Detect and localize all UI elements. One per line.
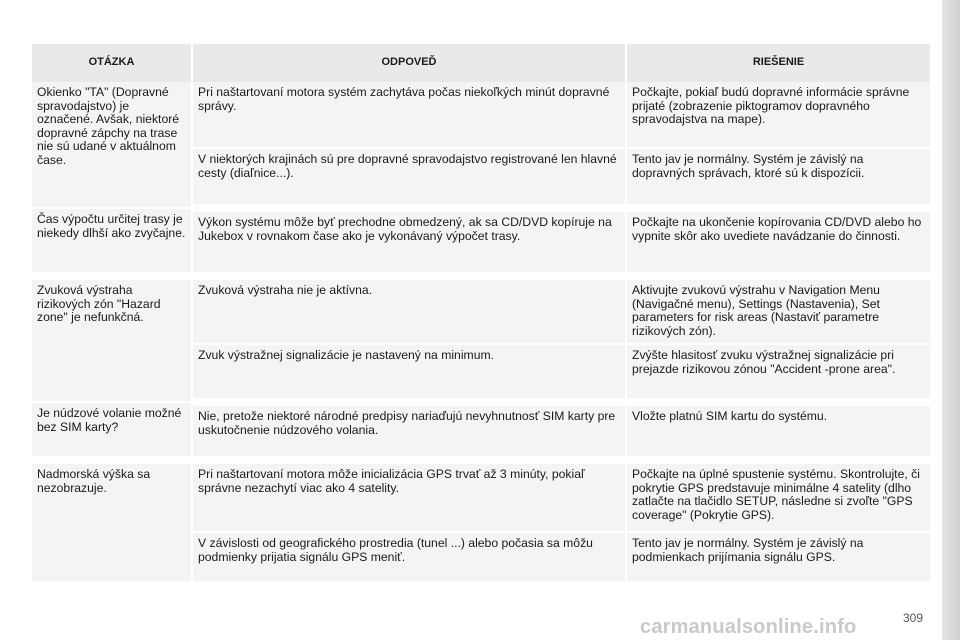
solution-cell: Počkajte na úplné spustenie systému. Skontrolujte, či pokrytie GPS predstavuje minimálne 4 satelity (dlho zatlačte na tlačidlo SETUP, následne si zvoľte "GPS coverage" (Pokrytie GPS). [626,460,930,532]
table-header-row [32,44,930,82]
solution-cell: Zvýšte hlasitosť zvuku výstražnej signalizácie pri prejazde rizikovou zónou "Accident -prone area". [626,344,930,402]
answer-cell: Nie, pretože niektoré národné predpisy nariaďujú nevyhnutnosť SIM karty pre uskutočnenie núdzového volania. [192,402,626,460]
question-cell: Nadmorská výška sa nezobrazuje. [32,460,192,582]
answer-cell: Výkon systému môže byť prechodne obmedzený, ak sa CD/DVD kopíruje na Jukebox v rovnakom čase ako je vykonávaný výpočet trasy. [192,208,626,276]
solution-cell: Tento jav je normálny. Systém je závislý na dopravných správach, ktoré sú k dispozícii. [626,148,930,208]
table-row [32,82,930,148]
faq-table-container [32,44,930,583]
table-row [32,460,930,532]
answer-cell: Zvuk výstražnej signalizácie je nastavený na minimum. [192,344,626,402]
answer-cell: Pri naštartovaní motora môže inicializácia GPS trvať až 3 minúty, pokiaľ správne nezachytí viac ako 4 satelity. [192,460,626,532]
answer-cell: Pri naštartovaní motora systém zachytáva počas niekoľkých minút dopravné správy. [192,82,626,148]
answer-cell: Zvuková výstraha nie je aktívna. [192,276,626,344]
faq-table [32,44,930,583]
answer-cell: V niektorých krajinách sú pre dopravné spravodajstvo registrované len hlavné cesty (diaľnice...). [192,148,626,208]
page-number: 309 [903,611,924,625]
solution-cell: Aktivujte zvukovú výstrahu v Navigation Menu (Navigačné menu), Settings (Nastavenia), Set parameters for risk areas (Nastaviť parametre rizikových zón). [626,276,930,344]
answer-cell: V závislosti od geografického prostredia (tunel ...) alebo počasia sa môžu podmienky prijatia signálu GPS meniť. [192,532,626,582]
table-row [32,208,930,276]
solution-cell: Tento jav je normálny. Systém je závislý na podmienkach prijímania signálu GPS. [626,532,930,582]
solution-cell: Počkajte, pokiaľ budú dopravné informácie správne prijaté (zobrazenie piktogramov dopravného spravodajstva na mape). [626,82,930,148]
table-row [32,276,930,344]
header-solution: RIEŠENIE [626,44,930,82]
question-cell: Zvuková výstraha rizikových zón "Hazard zone" je nefunkčná. [32,276,192,402]
solution-cell: Vložte platnú SIM kartu do systému. [626,402,930,460]
table-row [32,402,930,460]
question-cell: Je núdzové volanie možné bez SIM karty? [32,402,192,460]
question-cell: Okienko "TA" (Dopravné spravodajstvo) je označené. Avšak, niektoré dopravné zápchy na trase nie sú udané v aktuálnom čase. [32,82,192,208]
solution-cell: Počkajte na ukončenie kopírovania CD/DVD alebo ho vypnite skôr ako uvediete navádzanie do činnosti. [626,208,930,276]
page-edge-shadow [942,0,960,640]
watermark-text: carmanualsonline.info [640,616,857,638]
header-question: OTÁZKA [32,44,192,82]
question-cell: Čas výpočtu určitej trasy je niekedy dlhší ako zvyčajne. [32,208,192,276]
header-answer: ODPOVEĎ [192,44,626,82]
